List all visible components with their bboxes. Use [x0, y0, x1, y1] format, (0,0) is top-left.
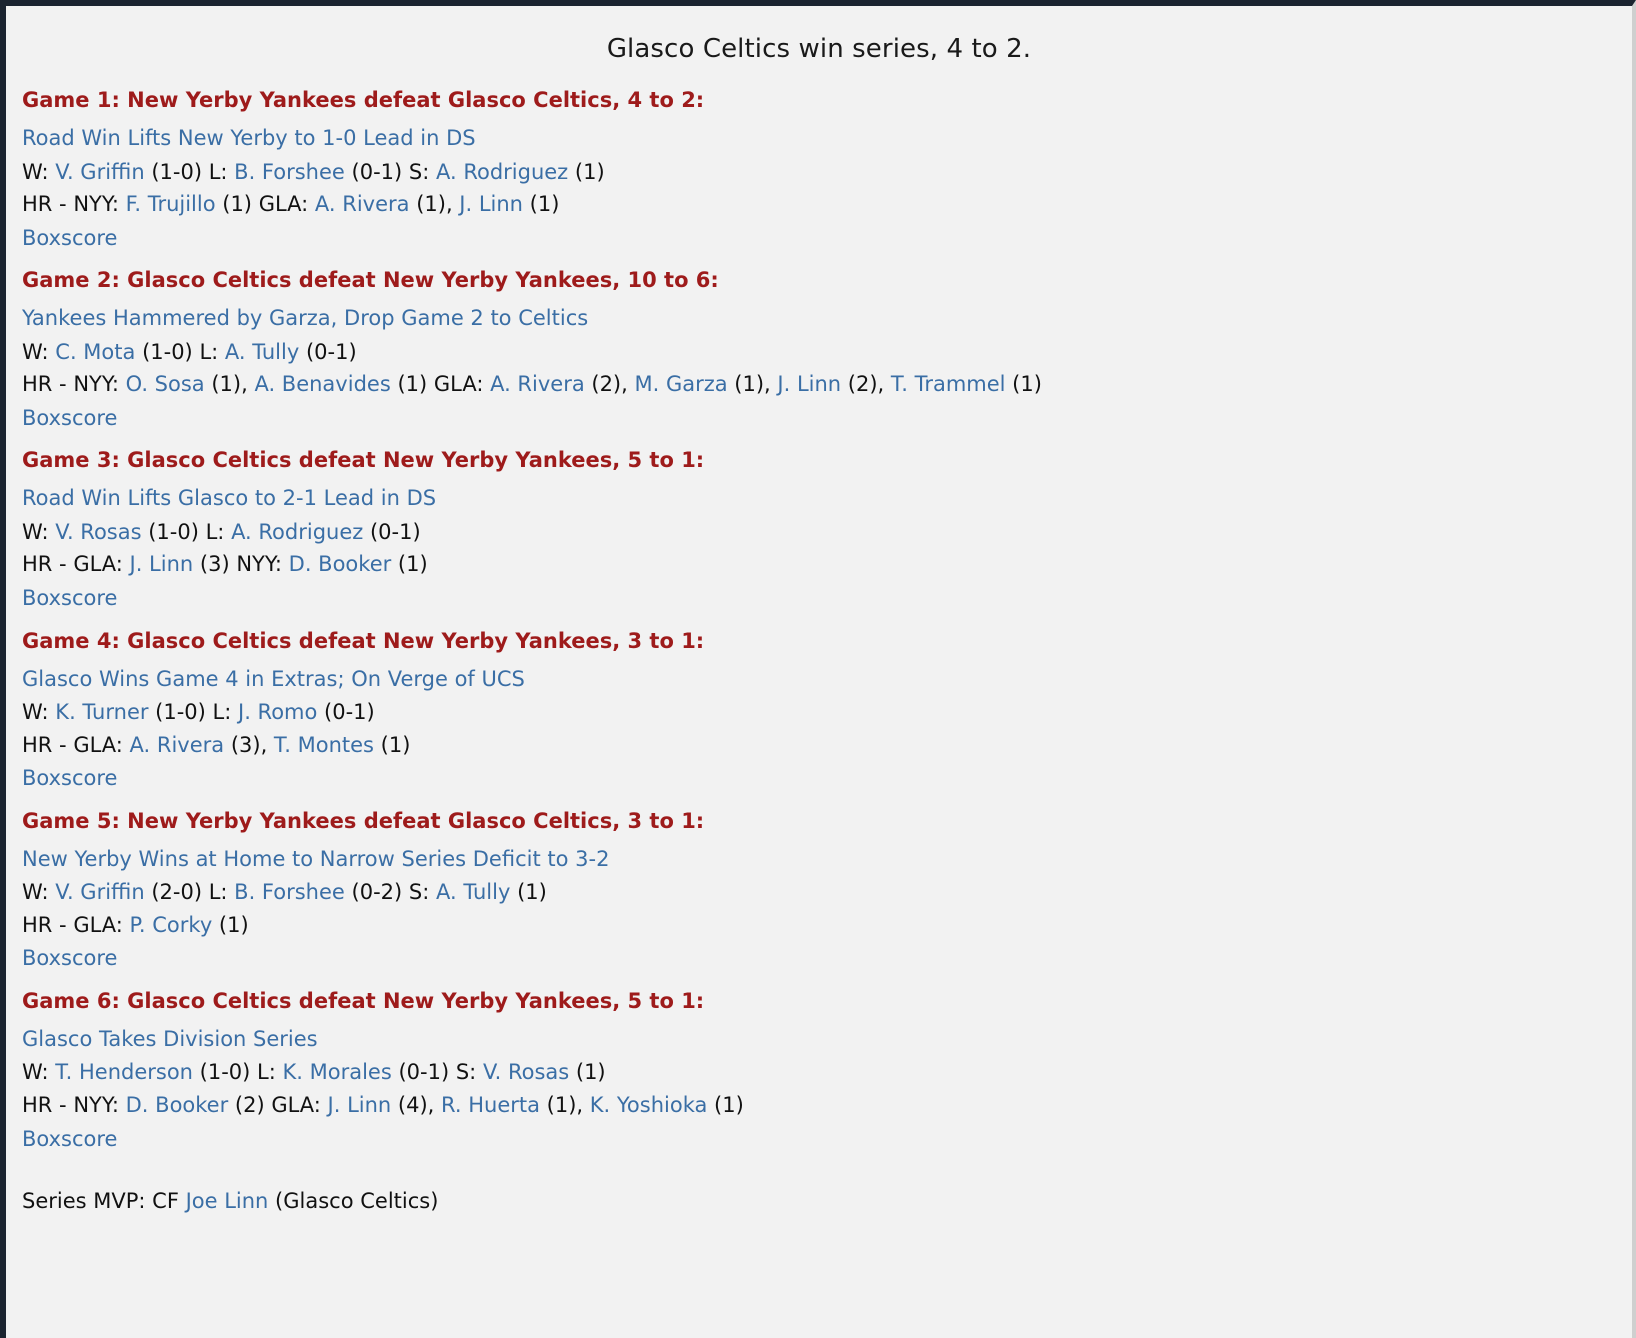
home-run-team-label: GLA: [433, 372, 491, 397]
home-run-separator: , [764, 372, 778, 397]
winning-pitcher-link[interactable]: V. Griffin [55, 880, 145, 905]
losing-pitcher-link[interactable]: A. Rodriguez [231, 519, 364, 544]
game-headline-link[interactable]: New Yerby Wins at Home to Narrow Series Deficit to 3-2 [22, 846, 610, 871]
home-run-line [22, 909, 1616, 942]
home-run-separator [427, 372, 434, 396]
home-run-team-label: GLA: [73, 552, 130, 577]
home-run-separator: , [877, 372, 891, 397]
home-run-separator [252, 192, 259, 216]
boxscore-row [22, 401, 1616, 435]
winning-pitcher-link[interactable]: T. Henderson [55, 1060, 193, 1085]
boxscore-link[interactable]: Boxscore [22, 225, 118, 250]
save-pitcher-link[interactable]: V. Rosas [482, 1060, 570, 1085]
losing-pitcher-link[interactable]: B. Forshee [234, 880, 345, 905]
winning-pitcher-record: (1-0) [193, 1060, 258, 1085]
home-run-count: (3) [193, 552, 230, 577]
home-run-count: (2) [228, 1093, 265, 1118]
series-mvp-player-link[interactable]: Joe Linn [185, 1189, 269, 1214]
game-headline-link[interactable]: Yankees Hammered by Garza, Drop Game 2 to Celtics [22, 306, 589, 331]
home-run-count: (1) [523, 192, 560, 217]
losing-pitcher-record: (0-1) [391, 1060, 456, 1085]
home-run-line [22, 188, 1616, 221]
game-block [22, 629, 1616, 795]
winning-pitcher-link[interactable]: K. Turner [55, 700, 149, 725]
save-pitcher-count: (1) [510, 880, 547, 905]
home-run-count: (1) [391, 552, 428, 577]
home-run-label: HR - [22, 552, 74, 577]
losing-pitcher-record: (0-1) [299, 339, 357, 364]
home-run-team-label: NYY: [236, 552, 289, 577]
home-run-count: (1) [727, 372, 765, 397]
home-run-count: (1) [215, 192, 252, 217]
game-block [22, 989, 1616, 1155]
home-run-player-link[interactable]: R. Huerta [441, 1093, 540, 1118]
boxscore-link[interactable]: Boxscore [22, 1126, 118, 1151]
home-run-player-link[interactable]: T. Montes [273, 732, 374, 757]
decision-line [22, 336, 1616, 369]
home-run-separator: , [445, 192, 460, 217]
home-run-count: (1) [539, 1093, 577, 1118]
decision-s-label: S: [408, 159, 436, 184]
home-run-team-label: GLA: [73, 912, 130, 937]
series-mvp-suffix: (Glasco Celtics) [268, 1189, 439, 1214]
series-mvp [22, 1189, 1616, 1213]
decision-l-label: L: [205, 519, 232, 544]
losing-pitcher-link[interactable]: A. Tully [224, 339, 300, 364]
game-block [22, 268, 1616, 434]
game-headline-link[interactable]: Road Win Lifts New Yerby to 1-0 Lead in DS [22, 126, 476, 150]
home-run-count: (1) [1005, 372, 1042, 397]
home-run-separator: , [621, 372, 635, 397]
boxscore-row [22, 761, 1616, 795]
boxscore-row [22, 221, 1616, 255]
home-run-line [22, 548, 1616, 581]
home-run-label: HR - [22, 372, 74, 397]
home-run-separator: , [427, 1093, 442, 1118]
games-list [22, 88, 1616, 1155]
game-headline-row [22, 482, 1616, 515]
home-run-team-label: NYY: [73, 372, 126, 397]
losing-pitcher-record: (0-1) [363, 519, 421, 544]
home-run-player-link[interactable]: J. Linn [129, 552, 194, 577]
game-heading: Game 2: Glasco Celtics defeat New Yerby Yankees, 10 to 6: [22, 268, 719, 293]
winning-pitcher-record: (1-0) [148, 700, 213, 725]
boxscore-row [22, 1122, 1616, 1156]
home-run-separator: , [576, 1093, 590, 1118]
boxscore-link[interactable]: Boxscore [22, 586, 118, 611]
home-run-team-label: NYY: [73, 192, 126, 217]
decision-line [22, 876, 1616, 909]
home-run-player-link[interactable]: A. Rivera [129, 732, 225, 757]
home-run-player-link[interactable]: O. Sosa [125, 372, 205, 397]
game-headline-row [22, 1023, 1616, 1056]
home-run-count: (4) [391, 1093, 428, 1118]
home-run-player-link[interactable]: J. Linn [459, 192, 523, 217]
page-title: Glasco Celtics win series, 4 to 2. [606, 34, 1032, 64]
home-run-player-link[interactable]: A. Rivera [314, 192, 410, 217]
decision-w-label: W: [22, 880, 56, 905]
home-run-player-link[interactable]: F. Trujillo [125, 192, 216, 217]
save-pitcher-count: (1) [569, 1060, 606, 1085]
game-block [22, 448, 1616, 614]
home-run-player-link[interactable]: A. Rivera [490, 372, 585, 397]
game-heading: Game 4: Glasco Celtics defeat New Yerby Yankees, 3 to 1: [22, 628, 705, 653]
home-run-count: (1) [707, 1093, 744, 1118]
home-run-player-link[interactable]: J. Linn [777, 372, 842, 397]
winning-pitcher-link[interactable]: C. Mota [55, 339, 136, 364]
winning-pitcher-record: (1-0) [141, 519, 206, 544]
losing-pitcher-record: (0-1) [317, 700, 375, 725]
home-run-count: (1) [409, 192, 446, 217]
game-headline-row [22, 122, 1616, 155]
home-run-team-label: GLA: [258, 192, 315, 217]
decision-l-label: L: [199, 339, 225, 364]
decision-s-label: S: [408, 880, 436, 905]
game-block [22, 809, 1616, 975]
game-heading: Game 3: Glasco Celtics defeat New Yerby Yankees, 5 to 1: [22, 448, 705, 473]
home-run-player-link[interactable]: A. Benavides [254, 372, 391, 397]
losing-pitcher-record: (0-2) [344, 880, 409, 905]
home-run-line [22, 368, 1616, 401]
game-headline-link[interactable]: Road Win Lifts Glasco to 2-1 Lead in DS [22, 486, 437, 511]
home-run-count: (3) [224, 732, 261, 757]
home-run-count: (1) [212, 912, 249, 937]
home-run-player-link[interactable]: M. Garza [634, 372, 728, 397]
game-heading: Game 6: Glasco Celtics defeat New Yerby Yankees, 5 to 1: [22, 988, 705, 1013]
home-run-player-link[interactable]: D. Booker [288, 552, 392, 577]
winning-pitcher-link[interactable]: V. Griffin [55, 159, 145, 184]
home-run-team-label: NYY: [73, 1093, 126, 1118]
save-pitcher-link[interactable]: A. Tully [435, 880, 511, 905]
home-run-player-link[interactable]: K. Yoshioka [589, 1093, 708, 1118]
boxscore-link[interactable]: Boxscore [22, 946, 118, 971]
home-run-player-link[interactable]: P. Corky [129, 912, 213, 937]
home-run-player-link[interactable]: D. Booker [125, 1093, 229, 1118]
decision-line [22, 696, 1616, 729]
game-headline-link[interactable]: Glasco Wins Game 4 in Extras; On Verge of UCS [22, 666, 525, 691]
boxscore-row [22, 581, 1616, 615]
winning-pitcher-record: (1-0) [144, 159, 209, 184]
decision-w-label: W: [22, 339, 56, 364]
home-run-count: (1) [373, 732, 411, 757]
series-mvp-prefix: Series MVP: CF [22, 1189, 186, 1214]
decision-w-label: W: [22, 700, 56, 725]
decision-w-label: W: [22, 519, 56, 544]
decision-l-label: L: [208, 880, 235, 905]
home-run-label: HR - [22, 912, 74, 937]
home-run-count: (1) [204, 372, 242, 397]
boxscore-link[interactable]: Boxscore [22, 405, 118, 430]
decision-line [22, 516, 1616, 549]
boxscore-row [22, 941, 1616, 975]
save-pitcher-count: (1) [568, 159, 605, 184]
game-block [22, 88, 1616, 254]
winning-pitcher-link[interactable]: V. Rosas [55, 519, 142, 544]
home-run-line [22, 729, 1616, 762]
series-recap-page [6, 6, 1632, 1213]
home-run-separator: , [260, 732, 274, 757]
home-run-label: HR - [22, 1093, 74, 1118]
save-pitcher-link[interactable]: A. Rodriguez [435, 159, 569, 184]
game-headline-row [22, 663, 1616, 696]
boxscore-link[interactable]: Boxscore [22, 766, 118, 791]
decision-w-label: W: [22, 1060, 56, 1085]
game-headline-row [22, 302, 1616, 335]
decision-l-label: L: [208, 159, 235, 184]
home-run-team-label: GLA: [73, 732, 130, 757]
decision-l-label: L: [257, 1060, 283, 1085]
decision-line [22, 156, 1616, 189]
losing-pitcher-record: (0-1) [344, 159, 409, 184]
home-run-player-link[interactable]: T. Trammel [890, 372, 1006, 397]
home-run-count: (2) [584, 372, 622, 397]
game-heading: Game 5: New Yerby Yankees defeat Glasco Celtics, 3 to 1: [22, 808, 705, 833]
home-run-count: (1) [390, 372, 428, 397]
home-run-player-link[interactable]: J. Linn [327, 1093, 392, 1118]
winning-pitcher-record: (2-0) [144, 880, 209, 905]
decision-w-label: W: [22, 159, 56, 184]
losing-pitcher-link[interactable]: J. Romo [238, 700, 318, 725]
decision-line [22, 1056, 1616, 1089]
home-run-separator: , [241, 372, 255, 397]
home-run-label: HR - [22, 732, 74, 757]
losing-pitcher-link[interactable]: K. Morales [282, 1060, 392, 1085]
game-headline-link[interactable]: Glasco Takes Division Series [22, 1026, 318, 1051]
home-run-team-label: GLA: [271, 1093, 328, 1118]
winning-pitcher-record: (1-0) [135, 339, 200, 364]
home-run-line [22, 1089, 1616, 1122]
home-run-label: HR - [22, 192, 74, 217]
decision-s-label: S: [455, 1060, 483, 1085]
decision-l-label: L: [212, 700, 238, 725]
home-run-count: (2) [841, 372, 878, 397]
game-headline-row [22, 843, 1616, 876]
losing-pitcher-link[interactable]: B. Forshee [234, 159, 345, 184]
game-heading: Game 1: New Yerby Yankees defeat Glasco Celtics, 4 to 2: [22, 88, 705, 112]
